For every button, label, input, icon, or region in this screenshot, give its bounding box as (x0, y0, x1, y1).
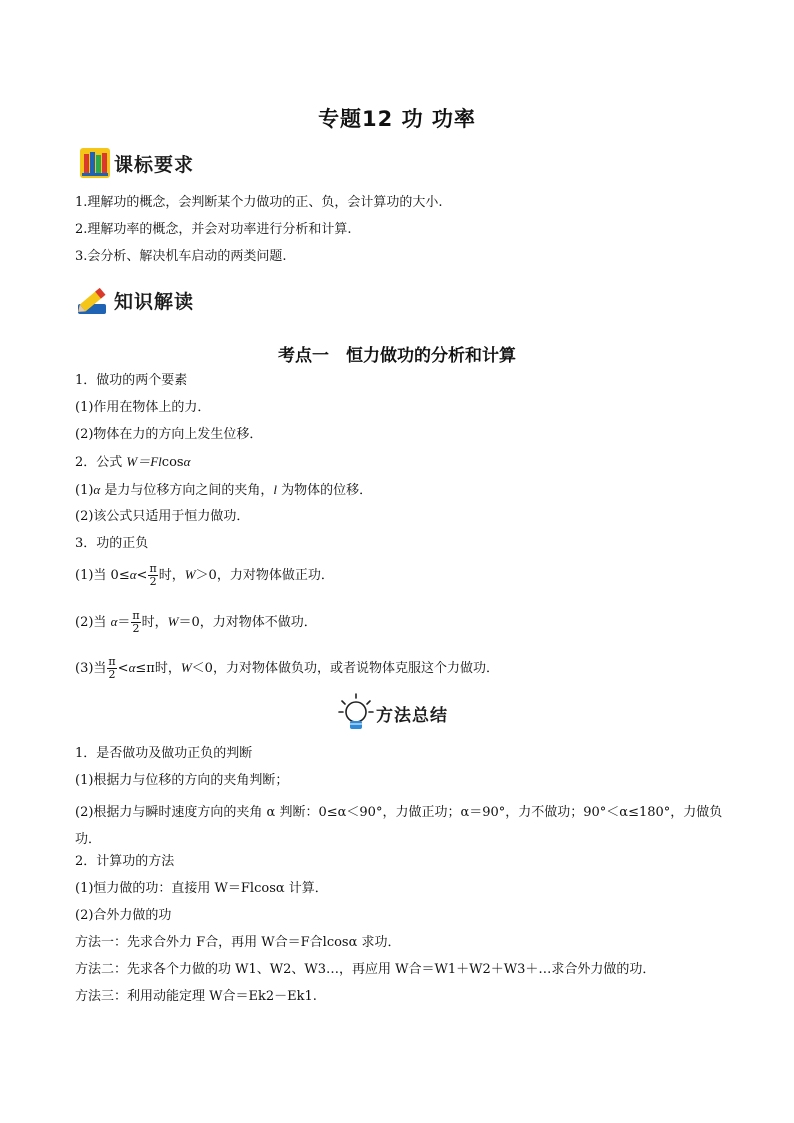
text-span: 时， (141, 615, 168, 630)
formula-text: W (167, 614, 179, 629)
text-line: (2)合外力做的功 (75, 908, 172, 923)
text-line: 1．是否做功及做功正负的判断 (75, 746, 253, 761)
text-line: (2)该公式只适用于恒力做功． (75, 509, 250, 524)
badge-kebiao-label: 课标要求 (114, 153, 195, 176)
badge-kebiao (78, 146, 194, 180)
numerator: π (132, 609, 140, 622)
text-span: 为物体的位移． (277, 483, 373, 498)
text-span: ＝0，力对物体不做功． (178, 615, 317, 630)
text-span: ＜0，力对物体做负功，或者说物体克服这个力做功． (191, 661, 499, 676)
text-span: 是力与位移方向之间的夹角， (100, 483, 274, 498)
formula-text: α (128, 660, 136, 675)
books-icon (78, 146, 112, 180)
text-line: (1)根据力与位移的方向的夹角判断； (75, 773, 289, 788)
requirement-item: 3.会分析、解决机车启动的两类问题. (75, 249, 287, 264)
text-line (75, 481, 372, 500)
text-line: 方法二：先求各个力做的功 W1、W2、W3…，再应用 W合＝W1＋W2＋W3＋…求合外力做的功． (75, 962, 656, 977)
denominator: 2 (149, 575, 157, 588)
text-span: 2．公式 (75, 455, 127, 470)
pencil-icon (74, 282, 112, 318)
text-line: (2)物体在力的方向上发生位移． (75, 427, 263, 442)
text-span: ≤π时， (135, 661, 181, 676)
text-span: < (136, 568, 148, 583)
page-title: 专题12 功 功率 (318, 107, 476, 131)
text-span: (2)当 (75, 615, 111, 630)
formula-text: W (184, 567, 196, 582)
formula-text: α (183, 454, 191, 469)
text-line: 2．计算功的方法 (75, 854, 175, 869)
text-span: (1)当 0≤ (75, 568, 130, 583)
formula-text: W (180, 660, 192, 675)
fraction (131, 610, 140, 635)
condition-line (75, 563, 334, 588)
text-span: (3)当 (75, 661, 107, 676)
denominator: 2 (132, 622, 140, 635)
fraction (148, 563, 157, 588)
text-line: (1)恒力做的功：直接用 W＝Flcosα 计算． (75, 881, 328, 896)
badge-zhishi (74, 282, 194, 318)
text-line: 3．功的正负 (75, 536, 149, 551)
formula-text: cos (161, 455, 184, 470)
requirement-item: 2.理解功率的概念，并会对功率进行分析和计算. (75, 222, 352, 237)
text-line: 1．做功的两个要素 (75, 373, 188, 388)
text-span: ＞0，力对物体做正功． (195, 568, 334, 583)
condition-line (75, 656, 499, 681)
badge-fangfa-label: 方法总结 (376, 705, 448, 726)
numerator: π (149, 562, 157, 575)
text-line: 方法三：利用动能定理 W合＝Ek2－Ek1. (75, 989, 317, 1004)
section-heading: 考点一 恒力做功的分析和计算 (278, 346, 516, 366)
text-line: 方法一：先求合外力 F合，再用 W合＝F合lcosα 求功． (75, 935, 401, 950)
numerator: π (108, 655, 116, 668)
formula-text: α (110, 614, 118, 629)
text-span: < (117, 661, 129, 676)
formula-text: W＝Fl (126, 454, 162, 469)
formula-text: l (273, 482, 278, 497)
badge-zhishi-label: 知识解读 (114, 290, 195, 313)
formula-text: α (129, 567, 137, 582)
condition-line (75, 610, 317, 635)
denominator: 2 (108, 668, 116, 681)
text-span: 时， (158, 568, 185, 583)
text-line: (2)根据力与瞬时速度方向的夹角 α 判断：0≤α＜90°，力做正功；α＝90°，力不做功；90°＜α≤180°，力做负功． (75, 805, 723, 847)
lightbulb-icon (338, 693, 374, 733)
text-line: (1)作用在物体上的力． (75, 400, 211, 415)
text-span: ＝ (117, 615, 131, 630)
fraction (107, 656, 116, 681)
formula-text: α (93, 482, 101, 497)
text-span: (1) (75, 483, 94, 498)
requirement-item: 1.理解功的概念，会判断某个力做功的正、负，会计算功的大小. (75, 195, 443, 210)
badge-fangfa (338, 693, 448, 733)
formula-heading (75, 453, 190, 472)
